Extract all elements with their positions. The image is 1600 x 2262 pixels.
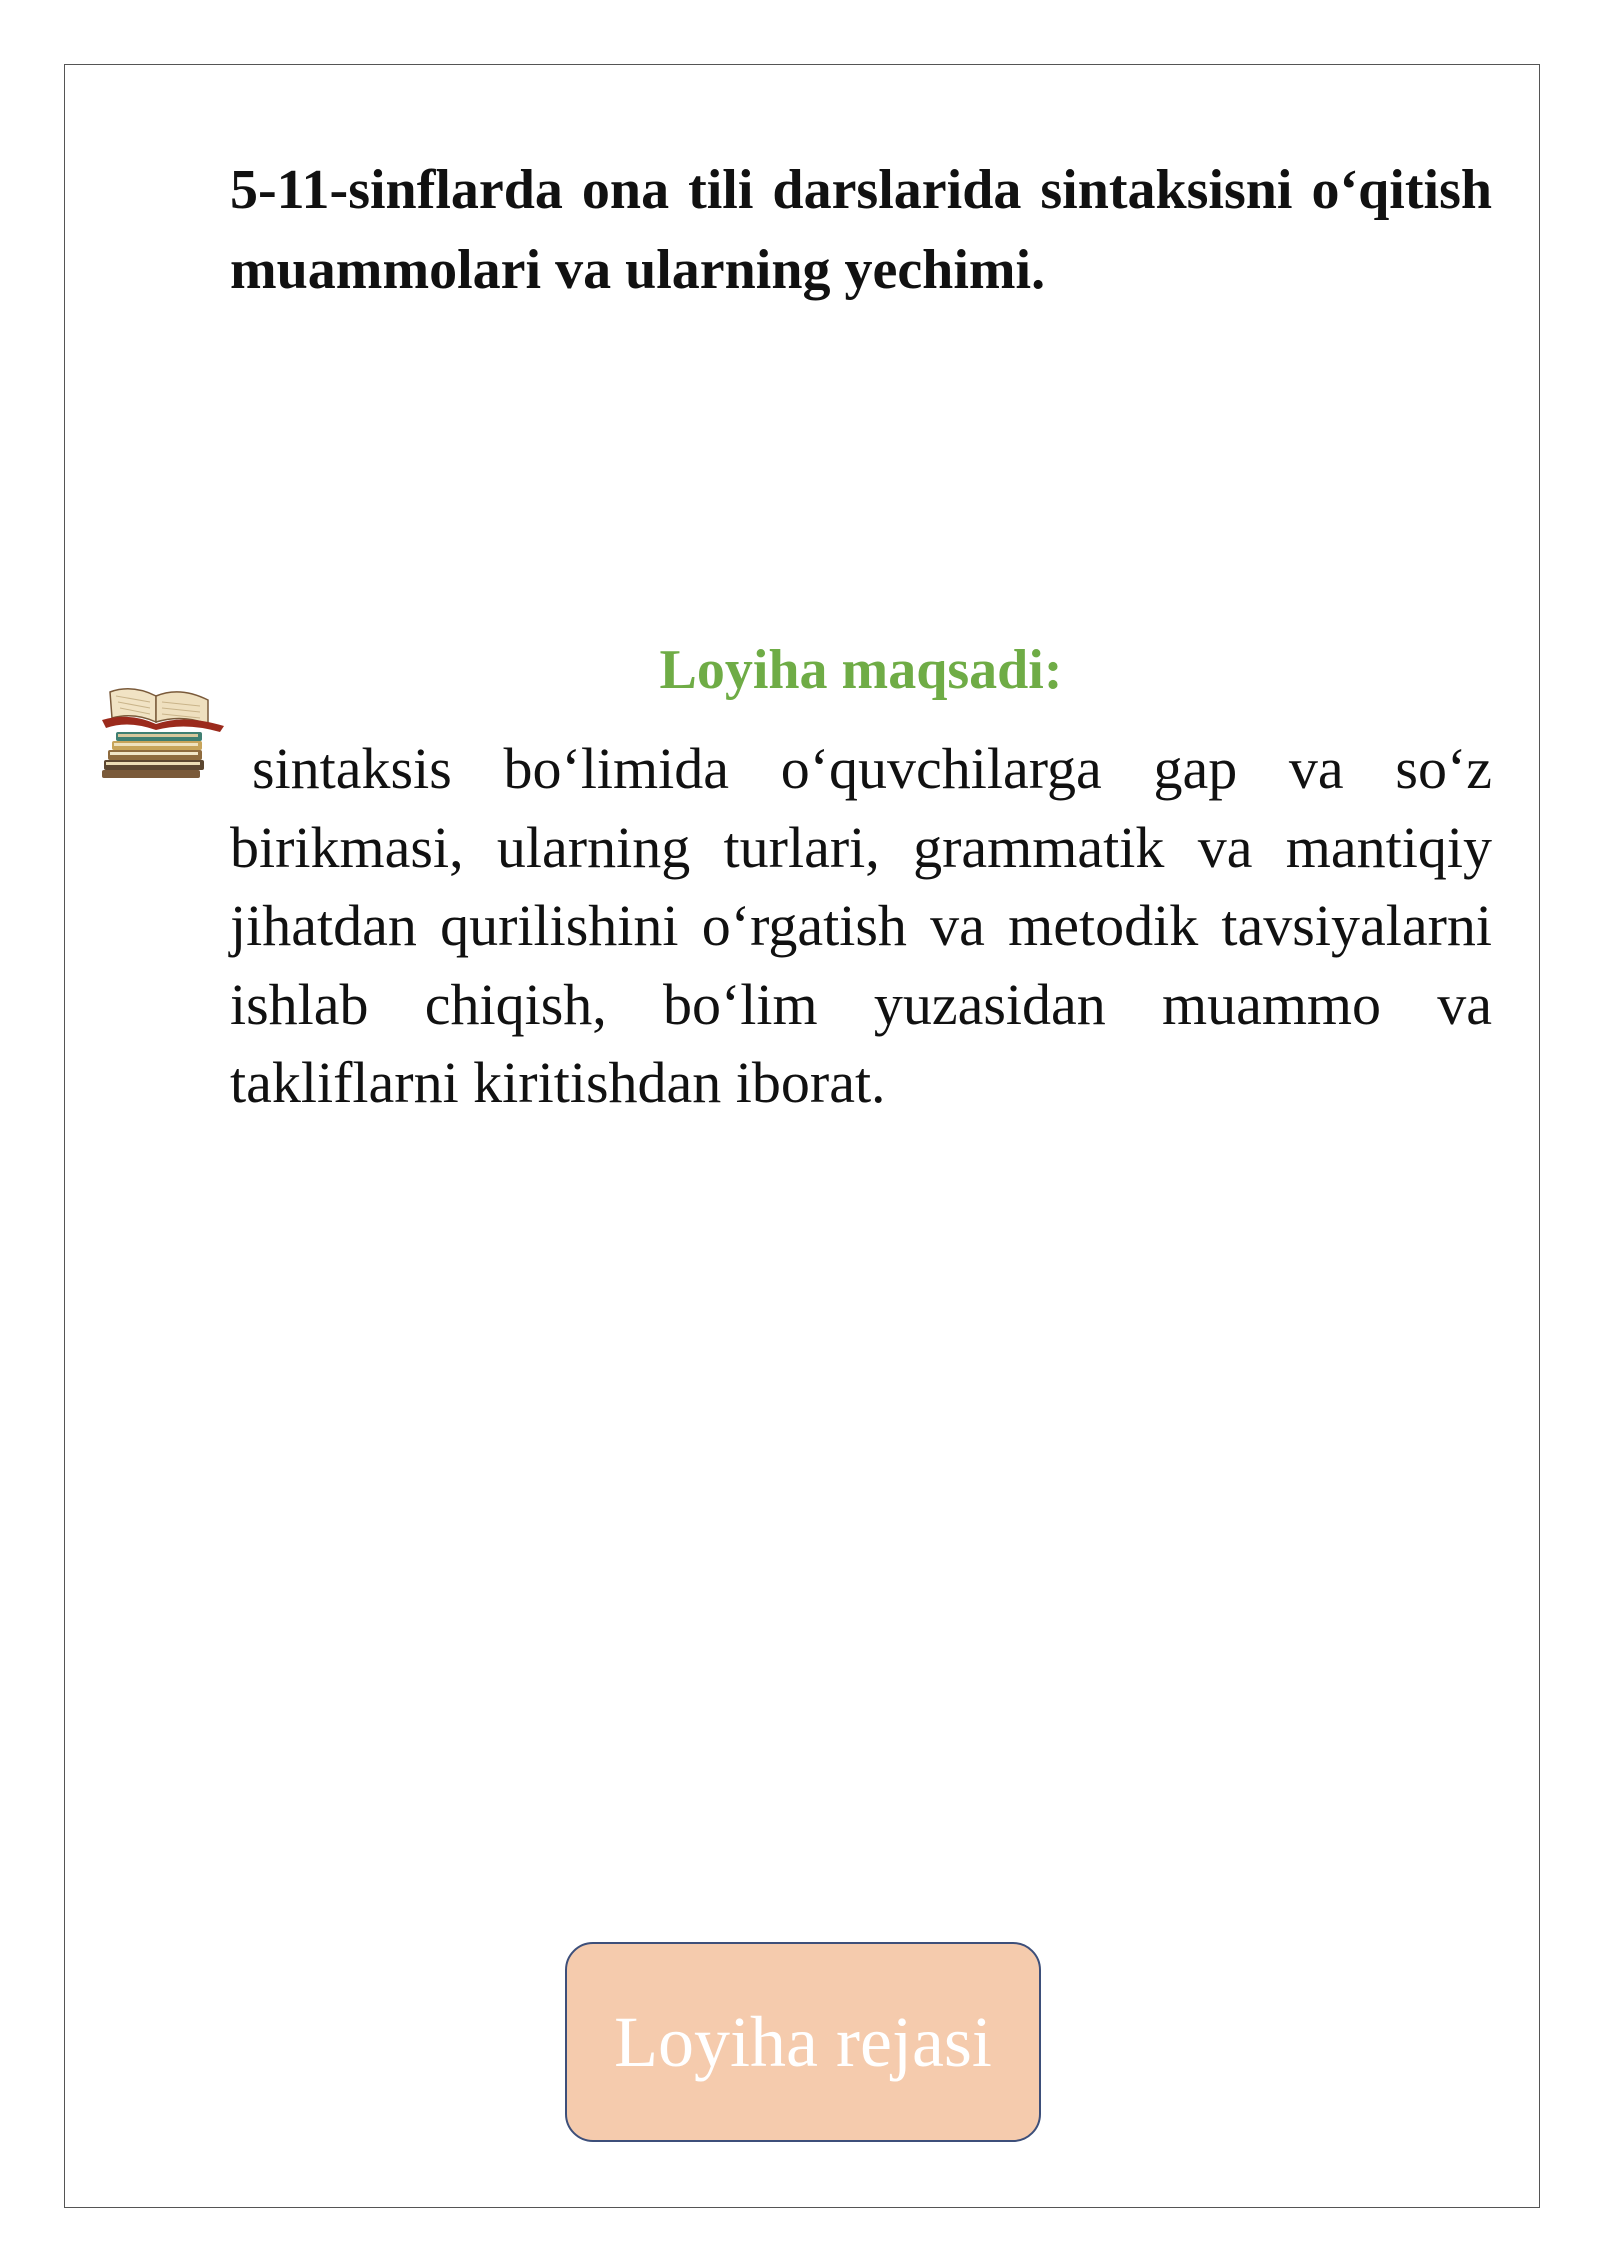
body-paragraph: sintaksis bo‘limida o‘quvchilarga gap va so‘z birikmasi, ularning turlari, grammatik va mantiqiy jihatdan qurilishini o‘rgatish va metodik tavsiyalarni ishlab chiqish, bo‘lim yuzasidan muammo va takliflarni kiritishdan iborat. [230, 736, 1492, 1115]
loyiha-rejasi-button[interactable] [565, 1942, 1041, 2142]
section-heading: Loyiha maqsadi: [659, 639, 1063, 701]
books-stack-icon [96, 684, 232, 784]
loyiha-rejasi-button-label: Loyiha rejasi [614, 2001, 992, 2082]
document-title: 5-11-sinflarda ona tili darslarida sintaksisni o‘qitish muammolari va ularning yechimi. [230, 159, 1492, 301]
page-frame [64, 64, 1540, 2208]
